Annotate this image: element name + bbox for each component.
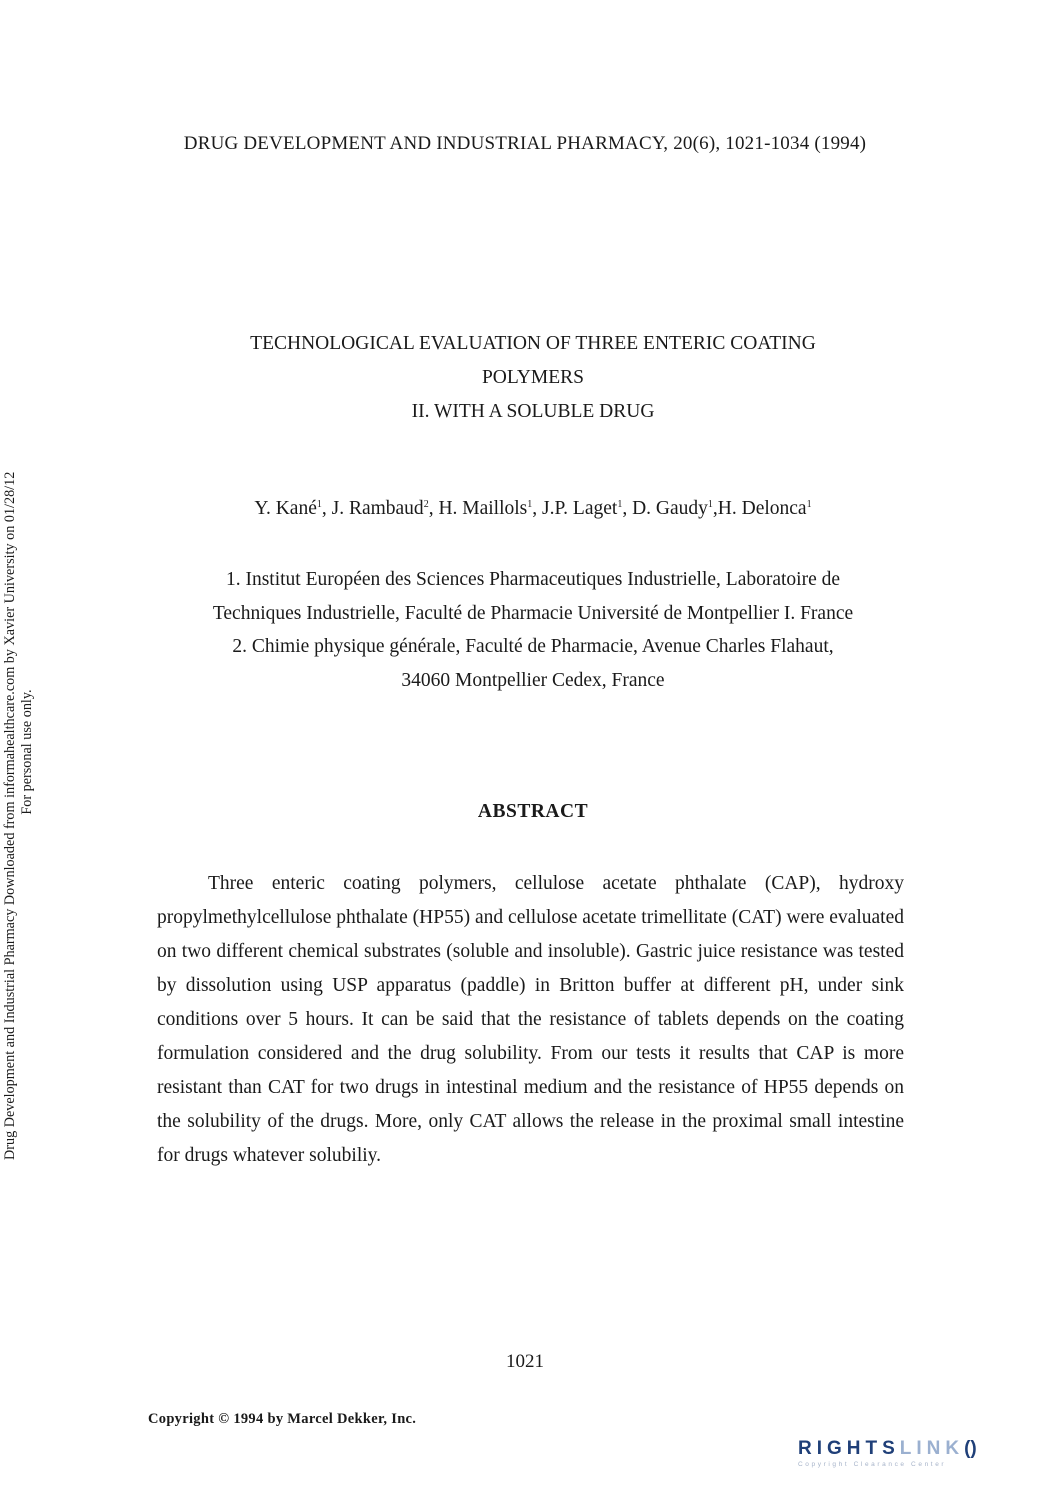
author bbox=[632, 498, 718, 519]
author-name: J.P. Laget bbox=[542, 498, 618, 519]
affiliations bbox=[0, 563, 1050, 697]
rightslink-arrow-icon: () bbox=[964, 1438, 977, 1459]
rightslink-wordmark bbox=[798, 1438, 1030, 1460]
author-name: H. Maillols bbox=[438, 498, 528, 519]
author-separator: , bbox=[712, 498, 718, 519]
author bbox=[718, 498, 812, 519]
author-affiliation-mark: 1 bbox=[707, 499, 713, 510]
author bbox=[542, 498, 632, 519]
author-affiliation-mark: 1 bbox=[316, 499, 322, 510]
author bbox=[438, 498, 542, 519]
page-number: 1021 bbox=[506, 1351, 544, 1372]
author bbox=[254, 498, 331, 519]
download-watermark bbox=[2, 344, 38, 1160]
watermark-line-2: For personal use only. bbox=[19, 689, 35, 815]
affiliation-line-1: 1. Institut Européen des Sciences Pharmaceutiques Industrielle, Laboratoire de bbox=[225, 569, 841, 590]
author-list bbox=[0, 498, 1050, 520]
title-line-2: POLYMERS bbox=[481, 367, 585, 388]
author-separator: , bbox=[321, 498, 332, 519]
copyright-notice: Copyright © 1994 by Marcel Dekker, Inc. bbox=[148, 1411, 417, 1427]
title-line-1: TECHNOLOGICAL EVALUATION OF THREE ENTERIC COATING bbox=[250, 333, 816, 354]
rightslink-tagline: Copyright Clearance Center bbox=[798, 1461, 947, 1468]
rightslink-logo[interactable] bbox=[798, 1438, 1030, 1474]
author bbox=[332, 498, 439, 519]
author-affiliation-mark: 1 bbox=[617, 499, 623, 510]
author-separator: , bbox=[622, 498, 633, 519]
author-name: D. Gaudy bbox=[632, 498, 708, 519]
author-name: J. Rambaud bbox=[331, 498, 424, 519]
affiliation-line-3: 2. Chimie physique générale, Faculté de Pharmacie, Avenue Charles Flahaut, bbox=[232, 636, 834, 657]
affiliation-line-4: 34060 Montpellier Cedex, France bbox=[401, 669, 665, 691]
author-affiliation-mark: 2 bbox=[423, 499, 429, 510]
paper-title bbox=[0, 327, 1050, 429]
rightslink-link-text: LINK bbox=[899, 1438, 965, 1459]
abstract-heading: ABSTRACT bbox=[477, 801, 589, 822]
title-line-3: II. WITH A SOLUBLE DRUG bbox=[411, 401, 655, 422]
author-separator: , bbox=[428, 498, 439, 519]
watermark-line-1: Drug Development and Industrial Pharmacy Downloaded from informahealthcare.com by Xavier University on 01/28/12 bbox=[2, 471, 18, 1160]
author-affiliation-mark: 1 bbox=[806, 499, 812, 510]
author-separator: , bbox=[532, 498, 543, 519]
author-affiliation-mark: 1 bbox=[527, 499, 533, 510]
abstract-text: Three enteric coating polymers, cellulose acetate phthalate (CAP), hydroxy propylmethylcellulose phthalate (HP55) and cellulose acetate trimellitate (CAT) were evaluated on two different chemical substrates (soluble and insoluble). Gastric juice resistance was tested by dissolution using USP apparatus (paddle) in Britton buffer at different pH, under sink conditions over 5 hours. It can be said that the resistance of tablets depends on the coating formulation considered and the drug solubility. From our tests it results that CAP is more resistant than CAT for two drugs in intestinal medium and the resistance of HP55 depends on the solubility of the drugs. More, only CAT allows the release in the proximal small intestine for drugs whatever solubiliy. bbox=[157, 873, 904, 1166]
author-name: Y. Kané bbox=[254, 498, 317, 519]
rightslink-rights-text: RIGHTS bbox=[798, 1438, 900, 1459]
author-name: H. Delonca bbox=[717, 498, 807, 519]
affiliation-line-2: Techniques Industrielle, Faculté de Pharmacie Université de Montpellier I. France bbox=[212, 602, 854, 624]
journal-header: DRUG DEVELOPMENT AND INDUSTRIAL PHARMACY, 20(6), 1021-1034 (1994) bbox=[183, 133, 867, 154]
